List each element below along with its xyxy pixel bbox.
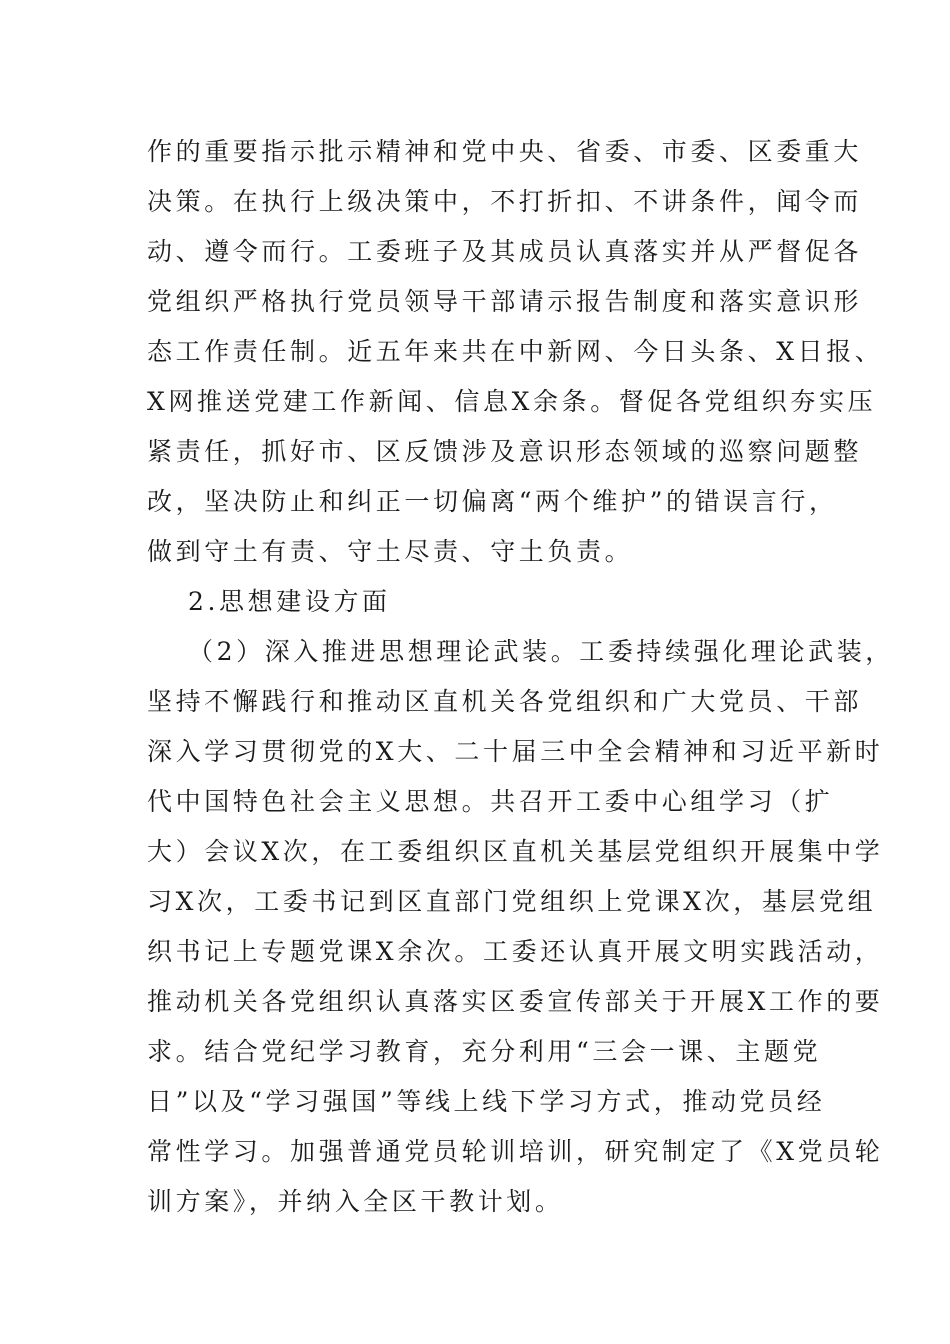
text-line: 大）会议X次，在工委组织区直机关基层党组织开展集中学	[147, 837, 884, 866]
section-heading: 2.思想建设方面	[188, 587, 391, 616]
text-line: 坚持不懈践行和推动区直机关各党组织和广大党员、干部	[147, 687, 863, 716]
text-line: 决策。在执行上级决策中，不打折扣、不讲条件，闻令而	[147, 187, 863, 216]
text-line: 改，坚决防止和纠正一切偏离“两个维护”的错误言行，	[147, 487, 838, 516]
text-line: 训方案》，并纳入全区干教计划。	[147, 1187, 564, 1216]
text-line: 作的重要指示批示精神和党中央、省委、市委、区委重大	[147, 137, 863, 166]
text-line: 代中国特色社会主义思想。共召开工委中心组学习（扩	[147, 787, 834, 816]
text-line: 常性学习。加强普通党员轮训培训，研究制定了《X党员轮	[147, 1137, 884, 1166]
paragraph-first-line: （2）深入推进思想理论武装。工委持续强化理论武装，	[188, 637, 894, 666]
text-line: 动、遵令而行。工委班子及其成员认真落实并从严督促各	[147, 237, 863, 266]
text-line: 织书记上专题党课X余次。工委还认真开展文明实践活动，	[147, 937, 884, 966]
text-line: 推动机关各党组织认真落实区委宣传部关于开展X工作的要	[147, 987, 884, 1016]
text-line: 做到守土有责、守土尽责、守土负责。	[147, 537, 634, 566]
text-line: X网推送党建工作新闻、信息X余条。督促各党组织夯实压	[147, 387, 877, 416]
text-line: 习X次，工委书记到区直部门党组织上党课X次，基层党组	[147, 887, 877, 916]
text-line: 态工作责任制。近五年来共在中新网、今日头条、X日报、	[147, 337, 884, 366]
text-line: 深入学习贯彻党的X大、二十届三中全会精神和习近平新时	[147, 737, 884, 766]
text-line: 紧责任，抓好市、区反馈涉及意识形态领域的巡察问题整	[147, 437, 863, 466]
text-line: 日”以及“学习强国”等线上线下学习方式，推动党员经	[147, 1087, 826, 1116]
text-line: 党组织严格执行党员领导干部请示报告制度和落实意识形	[147, 287, 863, 316]
text-line: 求。结合党纪学习教育，充分利用“三会一课、主题党	[147, 1037, 822, 1066]
